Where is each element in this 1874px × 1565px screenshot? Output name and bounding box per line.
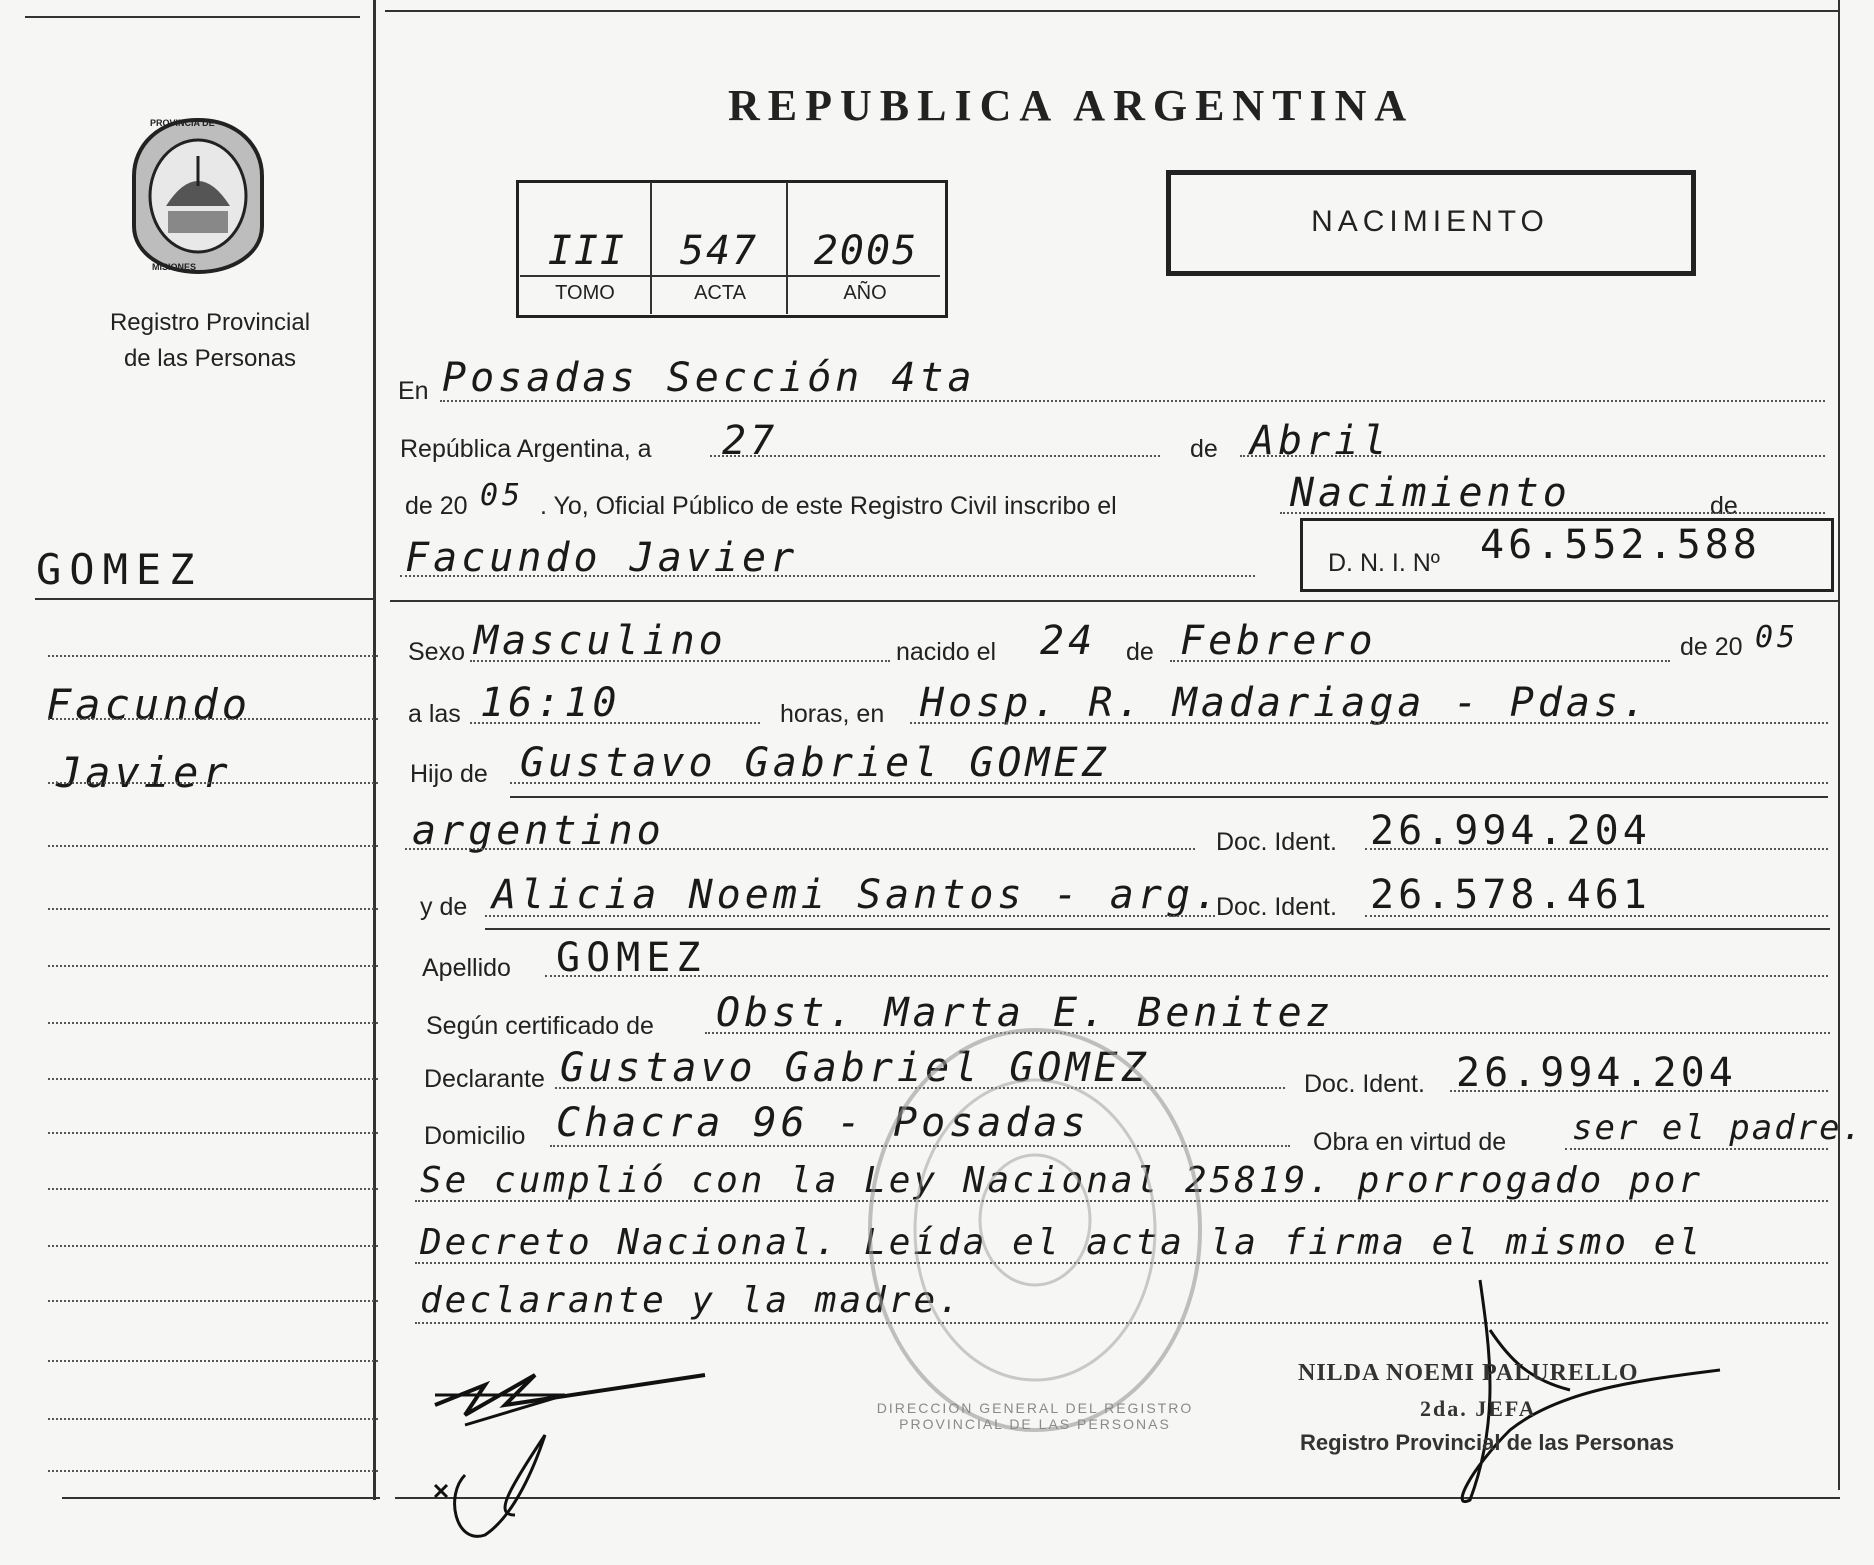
ref-divider xyxy=(786,182,788,314)
document-title: REPUBLICA ARGENTINA xyxy=(728,81,1415,130)
org-line-2: de las Personas xyxy=(123,345,297,372)
anio-value: 2005 xyxy=(813,228,919,274)
obra-label: Obra en virtud de xyxy=(1313,1128,1507,1156)
madre-doc: 26.578.461 xyxy=(1370,872,1651,918)
sexo-label: Sexo xyxy=(408,638,465,666)
right-border xyxy=(1838,0,1840,1490)
signatures-left xyxy=(425,1345,725,1555)
org-name xyxy=(90,305,330,377)
day-line xyxy=(710,455,1160,457)
horas-label: horas, en xyxy=(780,700,885,728)
lugar-value: Hosp. R. Madariaga - Pdas. xyxy=(920,680,1651,726)
birth-year: 05 xyxy=(1755,620,1800,655)
apellido-value: GOMEZ xyxy=(556,935,707,981)
margin-line xyxy=(48,782,378,784)
margin-line xyxy=(48,1300,378,1302)
margin-line xyxy=(48,655,378,657)
domicilio-label: Domicilio xyxy=(424,1122,526,1150)
stamp-ring-text: DIRECCION GENERAL DEL REGISTRO PROVINCIAL DE LAS PERSONAS xyxy=(876,1400,1194,1432)
sexo-value: Masculino xyxy=(474,618,727,664)
child-name: Facundo Javier xyxy=(405,535,799,581)
republica-label: República Argentina, a xyxy=(400,435,652,463)
padre-nacionalidad: argentino xyxy=(412,808,665,854)
en-line xyxy=(440,400,1825,402)
obra-line xyxy=(1565,1148,1828,1150)
en-value: Posadas Sección 4ta xyxy=(442,355,976,401)
segun-value: Obst. Marta E. Benitez xyxy=(716,990,1334,1036)
margin-line xyxy=(48,1418,378,1420)
month-value: Abril xyxy=(1250,418,1391,464)
birth-year-label: de 20 xyxy=(1680,633,1743,661)
birth-day: 24 xyxy=(1040,618,1097,664)
dni-value: 46.552.588 xyxy=(1480,522,1761,568)
ref-label-rule xyxy=(520,275,940,277)
margin-line xyxy=(48,1245,378,1247)
padre-nac-line xyxy=(405,848,1195,850)
note-line-1: Se cumplió con la Ley Nacional 25819. prorrogado por xyxy=(420,1160,1704,1201)
margin-line xyxy=(48,1132,378,1134)
seal-text-top: PROVINCIA DE xyxy=(150,118,215,128)
padre-line xyxy=(510,782,1828,784)
hora-line xyxy=(470,722,760,724)
padre-rule xyxy=(510,796,1828,798)
margin-line xyxy=(48,1470,378,1472)
sidebar-divider xyxy=(373,0,376,1500)
acta-value: 547 xyxy=(679,228,759,274)
birth-month: Febrero xyxy=(1180,618,1377,664)
acto-value: Nacimiento xyxy=(1290,470,1571,516)
section-rule xyxy=(390,600,1838,602)
official-signature xyxy=(1340,1270,1740,1520)
declarante-value: Gustavo Gabriel GOMEZ xyxy=(560,1045,1150,1091)
madre-rule xyxy=(485,928,1830,930)
tomo-value: III xyxy=(547,228,627,274)
margin-line xyxy=(48,965,378,967)
ref-divider xyxy=(650,182,652,314)
official-title: 2da. JEFA xyxy=(1420,1396,1537,1421)
acto-line xyxy=(1280,512,1825,514)
margin-line xyxy=(48,845,378,847)
padre-docident-label: Doc. Ident. xyxy=(1216,828,1337,856)
misiones-seal xyxy=(128,116,268,276)
declarante-label: Declarante xyxy=(424,1065,545,1093)
tomo-label: TOMO xyxy=(555,282,615,304)
anio-label: AÑO xyxy=(843,282,887,304)
hora-value: 16:10 xyxy=(480,680,621,726)
margin-given-1: Facundo xyxy=(46,680,252,729)
madre-doc-line xyxy=(1365,915,1828,917)
de-tail: de xyxy=(1710,492,1738,520)
child-name-line xyxy=(400,575,1255,577)
margin-line xyxy=(48,1078,378,1080)
padre-doc-line xyxy=(1365,848,1828,850)
top-rule xyxy=(385,10,1840,12)
alas-label: a las xyxy=(408,700,461,728)
official-round-stamp xyxy=(860,1020,1210,1440)
padre-doc: 26.994.204 xyxy=(1370,808,1651,854)
nacido-label: nacido el xyxy=(896,638,997,666)
margin-line xyxy=(48,908,378,910)
acta-label: ACTA xyxy=(694,282,746,304)
segun-label: Según certificado de xyxy=(426,1012,654,1040)
madre-value: Alicia Noemi Santos - arg. xyxy=(492,872,1223,918)
hijo-label: Hijo de xyxy=(410,760,488,788)
en-label: En xyxy=(398,377,429,405)
padre-value: Gustavo Gabriel GOMEZ xyxy=(520,740,1110,786)
org-line-1: Registro Provincial xyxy=(109,309,311,336)
sidebar-bottom-rule xyxy=(62,1497,380,1499)
official-name: NILDA NOEMI PALURELLO xyxy=(1298,1360,1639,1386)
margin-line xyxy=(48,1188,378,1190)
dni-label: D. N. I. Nº xyxy=(1328,549,1440,577)
month-line xyxy=(1240,455,1825,457)
note-line-2: Decreto Nacional. Leída el acta la firma el mismo el xyxy=(420,1222,1704,1263)
margin-line xyxy=(48,1360,378,1362)
seal-text-bottom: MISIONES xyxy=(152,262,197,272)
record-type: NACIMIENTO xyxy=(1311,205,1549,238)
margin-line xyxy=(48,718,378,720)
margin-line xyxy=(48,1022,378,1024)
domicilio-value: Chacra 96 - Posadas xyxy=(556,1100,1090,1146)
de20-label: de 20 xyxy=(405,492,468,520)
declarante-doc: 26.994.204 xyxy=(1456,1050,1737,1096)
day-value: 27 xyxy=(722,418,779,464)
official-office: Registro Provincial de las Personas xyxy=(1300,1430,1675,1455)
margin-given-2: Javier xyxy=(56,748,232,797)
apellido-line xyxy=(545,975,1828,977)
birth-de: de xyxy=(1126,638,1154,666)
madre-line xyxy=(485,915,1215,917)
oficial-text: . Yo, Oficial Público de este Registro Civil inscribo el xyxy=(540,492,1117,520)
note-line-3: declarante y la madre. xyxy=(420,1280,963,1321)
sexo-line xyxy=(470,660,890,662)
lugar-line xyxy=(910,722,1828,724)
birth-month-line xyxy=(1170,660,1670,662)
obra-value: ser el padre. xyxy=(1572,1108,1865,1148)
madre-docident-label: Doc. Ident. xyxy=(1216,893,1337,921)
year-suffix: 05 xyxy=(480,478,525,513)
declarante-docident-label: Doc. Ident. xyxy=(1304,1070,1425,1098)
margin-surname-rule xyxy=(35,598,375,600)
yde-label: y de xyxy=(420,893,468,921)
apellido-label: Apellido xyxy=(422,954,511,982)
de-label: de xyxy=(1190,435,1218,463)
margin-surname: GOMEZ xyxy=(36,545,203,594)
declarante-doc-line xyxy=(1450,1090,1828,1092)
sidebar-top-rule xyxy=(25,16,360,18)
